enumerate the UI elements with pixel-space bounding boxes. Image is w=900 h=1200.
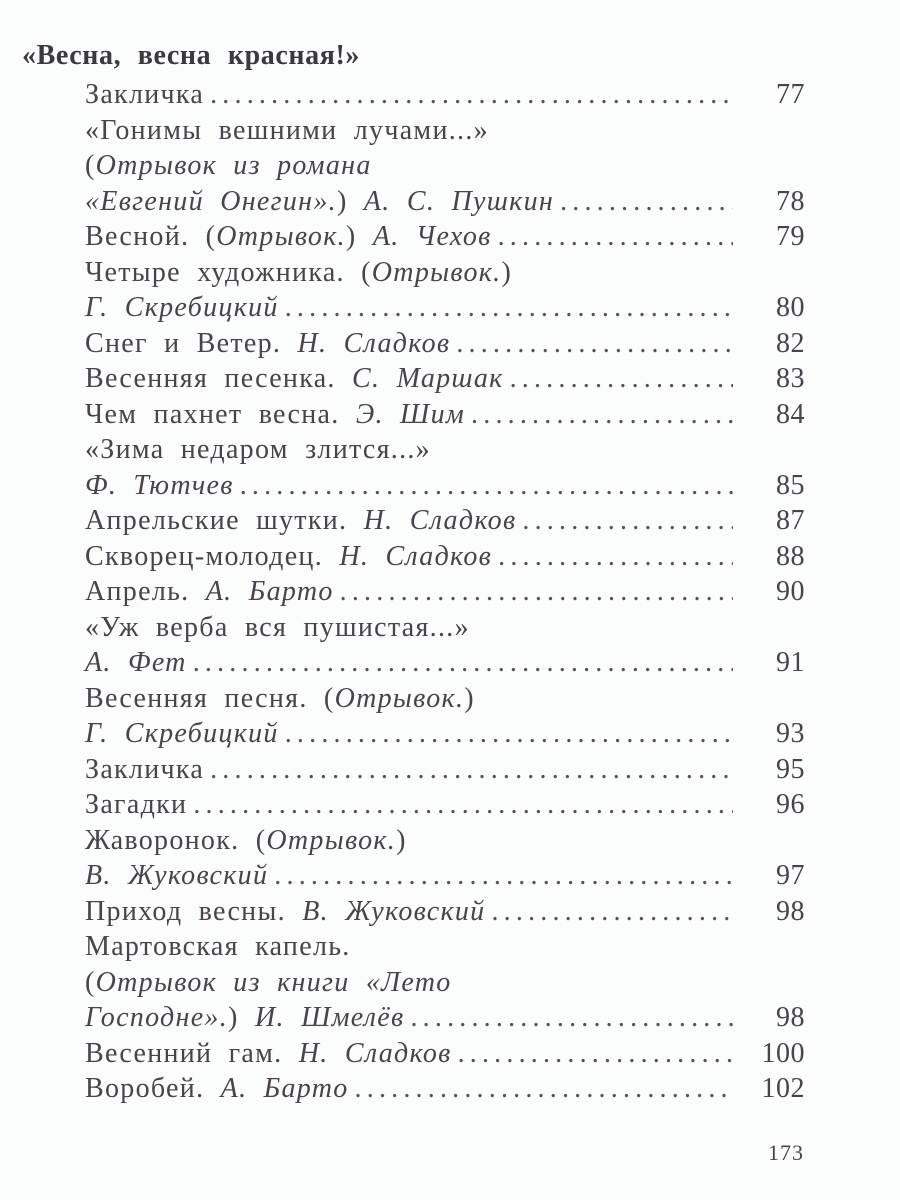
toc-line [85,539,805,575]
entry-text [85,184,554,220]
table-of-contents [85,77,805,1107]
entry-text [85,894,485,930]
toc-line [85,787,805,823]
toc-entry[interactable] [85,77,805,113]
entry-text [85,432,431,468]
dot-leader [193,645,733,681]
entry-text [85,858,268,894]
toc-entry[interactable] [85,361,805,397]
toc-line [85,858,805,894]
text: Скворец-молодец. [85,540,340,572]
toc-entry[interactable] [85,574,805,610]
text: «Уж верба вся пушистая...» [85,611,470,643]
entry-text [85,929,351,965]
entry-text [85,823,407,859]
text: Жаворонок. ( [85,824,267,856]
text: ) [228,1002,255,1033]
toc-entry[interactable] [85,503,805,539]
toc-line [85,716,805,752]
toc-line [85,148,805,184]
page-number: 173 [768,1140,804,1165]
entry-text [85,468,234,504]
text: Весенняя песня. ( [85,682,335,714]
italic-text: Н. Сладков [297,327,451,359]
entry-page-number: 96 [776,789,805,820]
text: Снег и Ветер. [85,327,298,359]
italic-text: Ф. Тютчев [85,469,234,501]
toc-entry[interactable] [85,823,805,894]
entry-page-number: 78 [776,185,805,217]
dot-leader [510,361,733,397]
entry-text [85,1071,349,1107]
text: «Гонимы вешними лучами...» [85,114,489,146]
toc-entry[interactable] [85,432,805,503]
italic-text: Отрывок из книги «Лето [95,966,452,998]
italic-text: В. Жуковский [85,860,269,891]
dot-leader [285,716,733,752]
text: Апрельские шутки. [85,505,364,536]
italic-text: В. Жуковский [302,895,486,927]
entry-text [85,255,512,291]
dot-leader [410,1000,733,1036]
text: Приход весны. [85,895,303,927]
entry-page-number: 91 [776,647,805,678]
toc-line [85,965,805,1001]
dot-leader [498,539,733,575]
text: Мартовская капель. [85,931,351,962]
toc-line [85,77,805,113]
entry-page-number: 102 [761,1073,805,1104]
italic-text: «Евгений Онегин». [85,185,337,217]
text: ) [396,824,407,856]
dot-leader [491,894,733,930]
italic-text: Отрывок. [334,682,465,714]
entry-text [85,113,489,149]
text: Весенний гам. [85,1037,299,1069]
toc-entry[interactable] [85,113,805,220]
toc-line [85,468,805,504]
dot-leader [193,787,733,823]
toc-entry[interactable] [85,219,805,255]
dot-leader [458,1036,733,1072]
entry-text [85,752,204,788]
text: ) [501,256,513,288]
dot-leader [210,752,733,788]
italic-text: Э. Шим [355,398,466,430]
entry-text [85,965,452,1001]
toc-line [85,929,805,965]
text: Воробей. [85,1073,221,1104]
italic-text: Г. Скребицкий [85,292,279,323]
entry-page-number: 98 [776,895,805,927]
toc-entry[interactable] [85,894,805,930]
toc-line [85,752,805,788]
toc-line [85,503,805,539]
toc-entry[interactable] [85,326,805,362]
entry-page-number: 95 [776,753,805,785]
entry-text [85,326,450,362]
text: ) [336,185,364,217]
toc-line [85,1036,805,1072]
entry-page-number: 87 [776,505,805,536]
toc-line [85,681,805,717]
toc-entry[interactable] [85,752,805,788]
toc-entry[interactable] [85,397,805,433]
text: Весенняя песенка. [85,363,353,394]
toc-line [85,894,805,930]
dot-leader [240,468,733,504]
entry-text [85,361,504,397]
entry-page-number: 83 [776,363,805,394]
entry-text [85,290,279,326]
entry-text [85,397,465,433]
italic-text: Отрывок. [216,221,346,252]
dot-leader [340,574,733,610]
toc-line [85,645,805,681]
entry-page-number: 82 [776,327,805,359]
entry-text [85,787,187,823]
entry-text [85,219,492,255]
italic-text: Господне». [85,1002,229,1033]
entry-page-number: 80 [776,292,805,323]
italic-text: Н. Сладков [298,1037,452,1069]
entry-page-number: 93 [776,718,805,749]
text: Апрель. [85,576,206,607]
entry-page-number: 100 [761,1037,805,1069]
toc-line [85,574,805,610]
toc-line [85,361,805,397]
toc-entry[interactable] [85,610,805,681]
entry-text [85,1036,452,1072]
toc-entry[interactable] [85,681,805,752]
text: ) [464,682,475,714]
toc-line [85,823,805,859]
toc-line [85,432,805,468]
toc-line [85,255,805,291]
italic-text: Отрывок из романа [95,150,372,181]
entry-page-number: 77 [776,79,805,110]
entry-page-number: 85 [776,469,805,501]
dot-leader [210,77,733,113]
dot-leader [471,397,733,433]
italic-text: А. С. Пушкин [363,185,555,217]
italic-text: Г. Скребицкий [85,718,279,749]
text: Загадки [85,789,188,820]
entry-text [85,503,516,539]
dot-leader [355,1071,733,1107]
toc-entry[interactable] [85,1036,805,1072]
toc-line [85,1071,805,1107]
text: Четыре художника. ( [85,256,372,288]
toc-entry[interactable] [85,1071,805,1107]
dot-leader [274,858,733,894]
entry-text [85,645,187,681]
dot-leader [522,503,733,539]
entry-text [85,148,372,184]
entry-page-number: 84 [776,398,805,430]
italic-text: А. Фет [85,647,187,678]
toc-entry[interactable] [85,539,805,575]
entry-text [85,1000,404,1036]
italic-text: С. Маршак [352,363,504,394]
toc-line [85,326,805,362]
toc-line [85,397,805,433]
toc-entry[interactable] [85,929,805,1036]
dot-leader [456,326,733,362]
toc-entry[interactable] [85,255,805,326]
italic-text: Отрывок. [266,824,397,856]
dot-leader [560,184,733,220]
entry-text [85,574,334,610]
italic-text: А. Чехов [372,221,492,252]
text: «Зима недаром злится...» [85,434,431,465]
entry-page-number: 98 [776,1002,805,1033]
dot-leader [285,290,733,326]
section-title: «Весна, весна красная!» [22,40,360,71]
entry-text [85,539,492,575]
toc-line [85,219,805,255]
toc-line [85,290,805,326]
toc-line [85,184,805,220]
italic-text: Н. Сладков [363,505,517,536]
entry-text [85,77,204,113]
toc-line [85,1000,805,1036]
text: Чем пахнет весна. [85,398,356,430]
italic-text: И. Шмелёв [254,1002,405,1033]
entry-page-number: 79 [776,221,805,252]
entry-text [85,716,279,752]
entry-text [85,681,475,717]
dot-leader [498,219,733,255]
toc-line [85,610,805,646]
text: ( [85,150,96,181]
entry-text [85,610,470,646]
italic-text: Н. Сладков [339,540,493,572]
italic-text: А. Барто [220,1073,349,1104]
entry-page-number: 88 [776,540,805,572]
toc-entry[interactable] [85,787,805,823]
entry-page-number: 90 [776,576,805,607]
text: Закличка [85,79,205,110]
italic-text: Отрывок. [371,256,502,288]
entry-page-number: 97 [776,860,805,891]
text: ) [345,221,373,252]
text: Весной. ( [85,221,217,252]
text: ( [85,966,96,998]
text: Закличка [85,753,205,785]
toc-line [85,113,805,149]
italic-text: А. Барто [205,576,334,607]
